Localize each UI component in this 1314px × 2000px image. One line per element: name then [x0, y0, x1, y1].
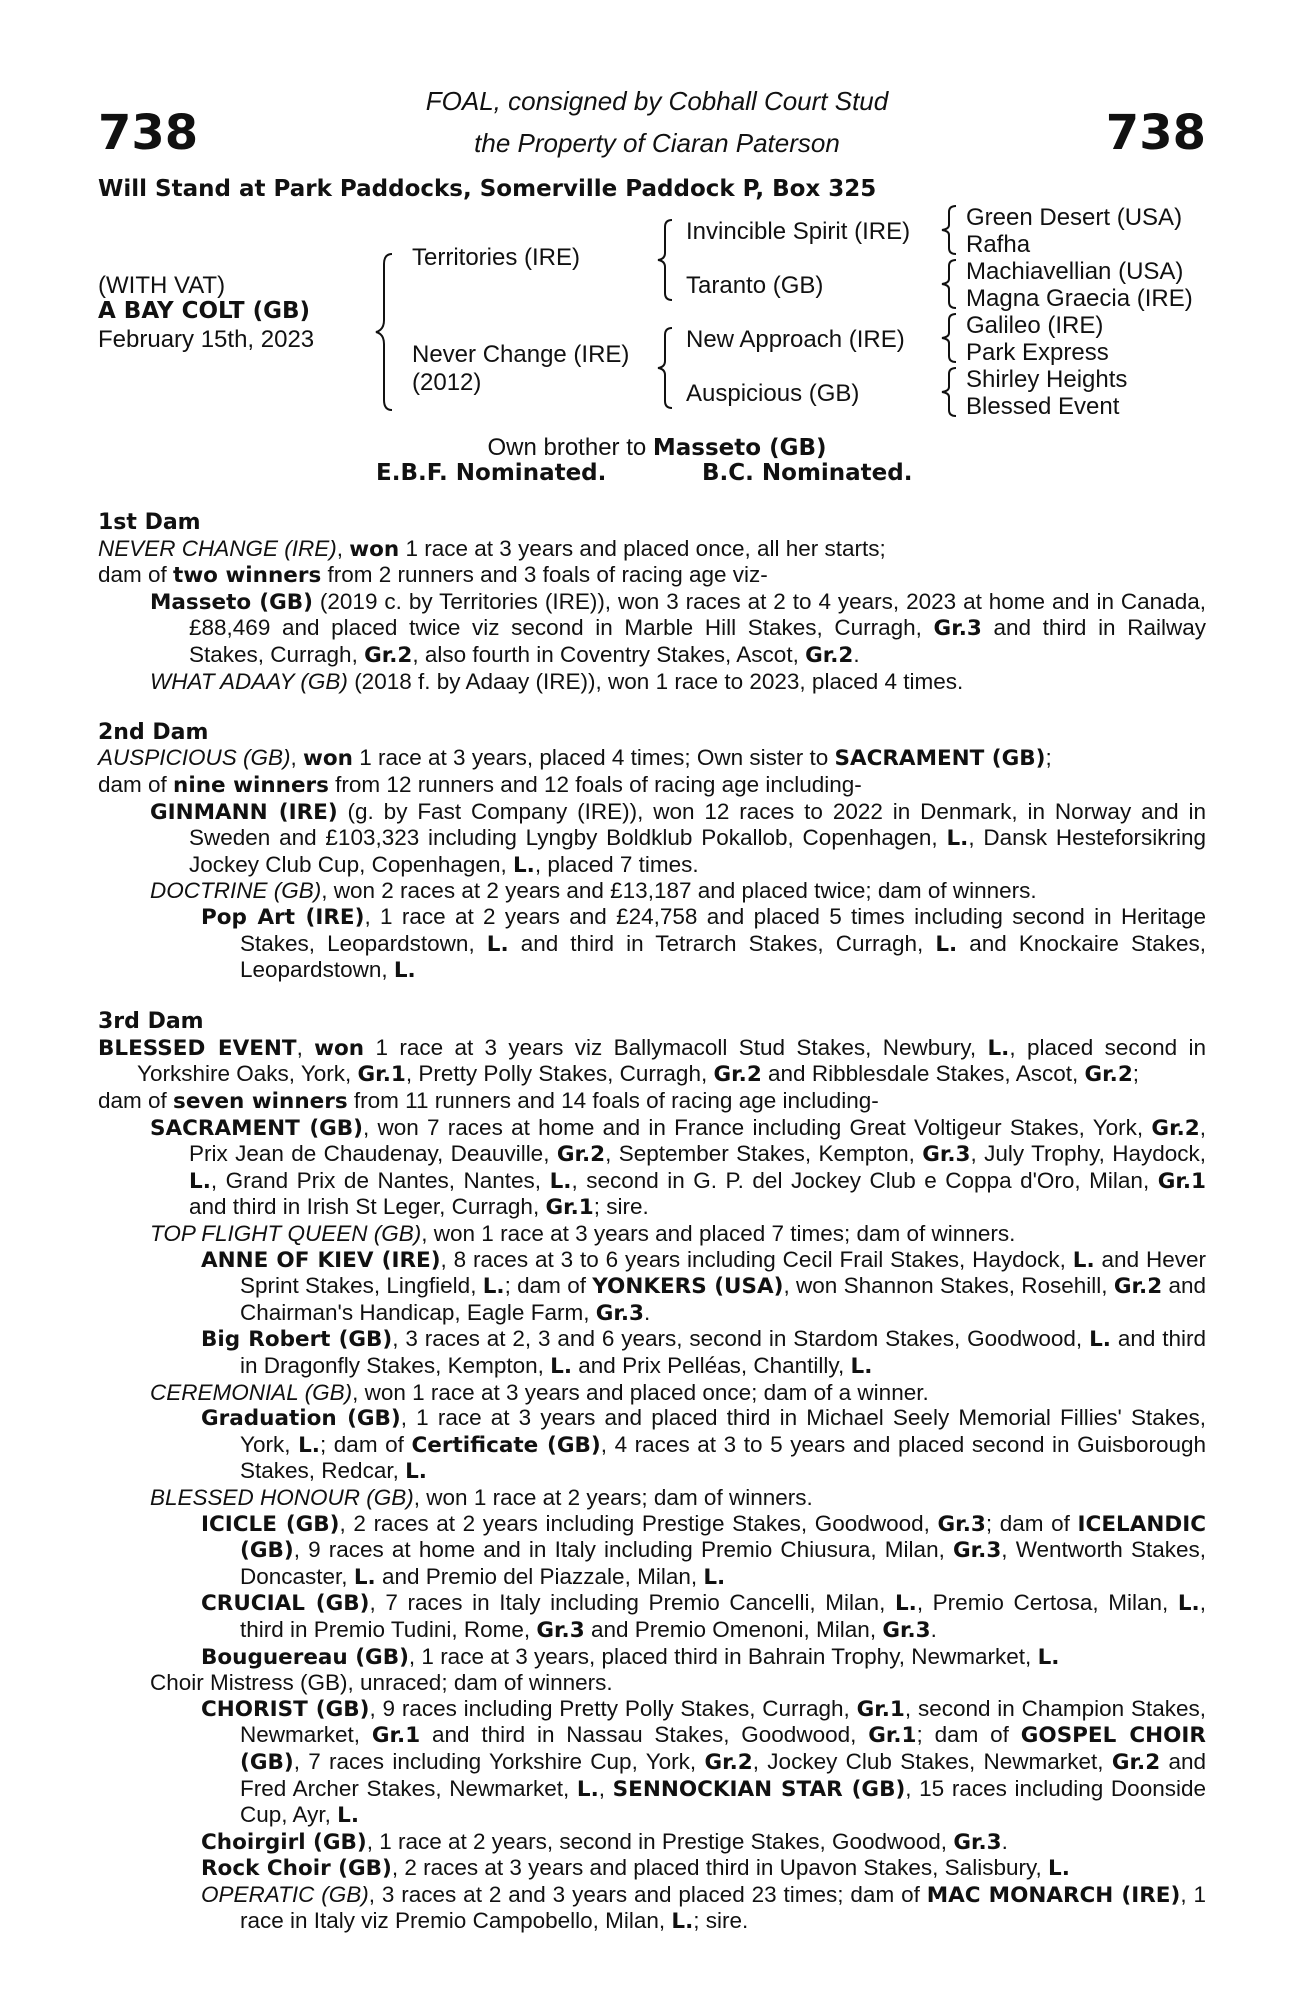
- text-run: , 9 races at home and in Italy including Premio Chiusura, Milan,: [293, 1537, 953, 1563]
- bold-run: won: [314, 1035, 365, 1061]
- bold-run: L.: [894, 1591, 917, 1617]
- text-run: ;: [1132, 1061, 1140, 1087]
- bold-run: Gr.3: [922, 1142, 971, 1168]
- dam-dam: Auspicious (GB): [686, 380, 860, 407]
- text-run: , 1 race at 3 years and placed third in Michael Seely Memorial Fillies' Stakes, York,: [240, 1405, 1207, 1457]
- pedigree-entry: [98, 1380, 1206, 1406]
- text-run: (2019 c. by Territories (IRE)), won 3 races at 2 to 4 years, 2023 at home and in Canada, £88,469 and placed twice viz second in Marble Hill Stakes, Curragh,: [189, 588, 1206, 641]
- text-run: , Pretty Polly Stakes, Curragh,: [405, 1061, 714, 1087]
- bold-run: Gr.1: [357, 1062, 406, 1088]
- bold-run: Gr.2: [1084, 1062, 1133, 1088]
- dam-sire: New Approach (IRE): [686, 326, 905, 353]
- text-run: , 7 races in Italy including Premio Cancelli, Milan,: [369, 1590, 895, 1616]
- text-run: , Jockey Club Stakes, Newmarket,: [752, 1748, 1112, 1774]
- ancestor-4: Magna Graecia (IRE): [966, 285, 1193, 312]
- pedigree-entry: [98, 772, 1206, 799]
- bold-run: GINMANN (IRE): [150, 799, 338, 825]
- bold-run: L.: [393, 958, 416, 984]
- text-run: dam of: [98, 1088, 174, 1114]
- bc-nomination: B.C. Nominated.: [702, 460, 913, 486]
- stand-location: Will Stand at Park Paddocks, Somerville Paddock P, Box 325: [98, 176, 877, 202]
- text-run: , third in Premio Tudini, Rome,: [240, 1590, 1206, 1642]
- bold-run: won: [349, 536, 400, 562]
- text-run: , won 1 race at 3 years and placed once; dam of a winner.: [352, 1379, 929, 1405]
- bold-run: Gr.3: [882, 1617, 931, 1643]
- bold-run: Gr.3: [595, 1300, 645, 1326]
- bold-run: Gr.2: [1111, 1749, 1161, 1775]
- bold-run: L.: [1037, 1644, 1060, 1670]
- pedigree-entry: [98, 799, 1206, 879]
- text-run: .: [644, 1299, 651, 1325]
- text-run: .: [1001, 1828, 1008, 1854]
- sire-name: Territories (IRE): [412, 244, 581, 271]
- bold-run: Graduation (GB): [201, 1406, 401, 1432]
- text-run: , Grand Prix de Nantes, Nantes,: [210, 1167, 550, 1193]
- text-run: , also fourth in Coventry Stakes, Ascot,: [412, 641, 806, 667]
- bold-run: Gr.2: [805, 642, 854, 668]
- bold-run: CHORIST (GB): [201, 1696, 370, 1722]
- section-gap: [98, 694, 1206, 720]
- text-run: ,: [598, 1775, 613, 1801]
- text-run: , 2 races at 2 years including Prestige Stakes, Goodwood,: [339, 1510, 938, 1536]
- ancestor-7: Shirley Heights: [966, 366, 1128, 393]
- lot-number-left: 738: [98, 105, 199, 161]
- text-run: and Knockaire Stakes, Leopardstown,: [240, 930, 1207, 983]
- bold-run: ANNE OF KIEV (IRE): [201, 1247, 441, 1273]
- bold-run: Gr.2: [556, 1142, 606, 1168]
- text-run: , Dansk Hesteforsikring Jockey Club Cup, Copenhagen,: [189, 825, 1206, 877]
- bold-run: Gr.2: [1151, 1115, 1200, 1141]
- text-run: 1 race at 3 years and placed once, all her starts;: [399, 535, 886, 561]
- italic-run: CEREMONIAL (GB): [150, 1379, 353, 1405]
- text-run: , 1 race at 2 years, second in Prestige Stakes, Goodwood,: [366, 1828, 954, 1854]
- pedigree-entry: [98, 536, 1206, 563]
- text-run: , Prix Jean de Chaudenay, Deauville,: [189, 1114, 1206, 1167]
- bold-run: L.: [1072, 1247, 1095, 1273]
- bold-run: Gr.1: [545, 1195, 594, 1221]
- text-run: (2018 f. by Adaay (IRE)), won 1 race to 2023, placed 4 times.: [347, 668, 964, 694]
- text-run: ; sire.: [593, 1194, 649, 1220]
- pedigree-entry: [98, 904, 1206, 984]
- pedigree-entry: [98, 1590, 1206, 1643]
- pedigree-entry: [98, 1035, 1206, 1088]
- bold-run: YONKERS (USA): [592, 1274, 784, 1300]
- bold-run: Bouguereau (GB): [201, 1644, 409, 1670]
- bold-run: L.: [850, 1354, 873, 1379]
- bold-run: Masseto (GB): [150, 589, 313, 615]
- text-run: , 1 race in Italy viz Premio Campobello, Milan,: [240, 1881, 1206, 1934]
- bold-run: SACRAMENT (GB): [834, 746, 1046, 772]
- bold-run: Big Robert (GB): [201, 1327, 393, 1353]
- text-run: , 4 races at 3 to 5 years and placed second in Guisborough Stakes, Redcar,: [240, 1431, 1207, 1484]
- text-run: dam of: [98, 771, 174, 797]
- pedigree-entry: [98, 1696, 1206, 1829]
- pedigree-entry: [98, 1882, 1206, 1935]
- text-run: ; dam of: [985, 1510, 1078, 1536]
- bold-run: CRUCIAL (GB): [201, 1591, 370, 1617]
- text-run: .: [853, 641, 860, 667]
- text-run: .: [930, 1616, 937, 1642]
- text-run: , 15 races including Doonside Cup, Ayr,: [240, 1775, 1206, 1828]
- bold-run: L.: [987, 1035, 1010, 1061]
- bold-run: L.: [946, 826, 969, 852]
- text-run: and third in Railway Stakes, Curragh,: [189, 615, 1206, 667]
- bold-run: ICICLE (GB): [201, 1511, 340, 1537]
- section-heading: 3rd Dam: [98, 1009, 204, 1035]
- bold-run: Gr.1: [371, 1723, 421, 1749]
- own-brother-name: Masseto (GB): [652, 435, 827, 461]
- bold-run: Pop Art (IRE): [201, 904, 365, 930]
- text-run: and Ribblesdale Stakes, Ascot,: [761, 1061, 1085, 1087]
- bold-run: Rock Choir (GB): [201, 1856, 392, 1882]
- text-run: , placed 7 times.: [534, 851, 699, 877]
- dam-name: Never Change (IRE): [412, 341, 630, 368]
- bold-run: L.: [486, 931, 509, 957]
- bold-run: ICELANDIC (GB): [240, 1511, 1206, 1564]
- bold-run: L.: [298, 1432, 320, 1458]
- horse-name: A BAY COLT (GB): [98, 298, 311, 324]
- text-run: ; dam of: [916, 1722, 1021, 1748]
- text-run: 1 race at 3 years, placed 4 times; Own sister to: [353, 745, 835, 771]
- bold-run: Gr.2: [704, 1749, 753, 1775]
- text-run: ,: [290, 745, 304, 771]
- text-run: and third in Nassau Stakes, Goodwood,: [420, 1722, 869, 1748]
- bold-run: Gr.1: [868, 1723, 917, 1749]
- bold-run: L.: [353, 1564, 376, 1590]
- text-run: , won 2 races at 2 years and £13,187 and placed twice; dam of winners.: [321, 878, 1037, 904]
- text-run: , won Shannon Stakes, Rosehill,: [783, 1273, 1114, 1299]
- italic-run: AUSPICIOUS (GB): [98, 745, 291, 771]
- text-run: , 1 race at 2 years and £24,758 and placed 5 times including second in Heritage Stakes, Leopardstown,: [240, 903, 1206, 956]
- bold-run: two winners: [173, 563, 322, 589]
- pedigree-entry: [98, 878, 1206, 904]
- pedigree-entry: [98, 1511, 1206, 1591]
- bold-run: L.: [671, 1909, 694, 1935]
- text-run: from 11 runners and 14 foals of racing age including-: [347, 1088, 879, 1114]
- text-run: ; sire.: [693, 1908, 749, 1934]
- pedigree-entry: [98, 1088, 1206, 1115]
- text-run: , won 7 races at home and in France including Great Voltigeur Stakes, York,: [363, 1114, 1152, 1140]
- text-run: and Fred Archer Stakes, Newmarket,: [240, 1748, 1206, 1801]
- bold-run: L.: [1089, 1327, 1111, 1353]
- pedigree-entry: [98, 1326, 1206, 1379]
- sire-sire: Invincible Spirit (IRE): [686, 218, 911, 245]
- property-line: the Property of Ciaran Paterson: [474, 128, 840, 158]
- text-run: 1 race at 3 years viz Ballymacoll Stud Stakes, Newbury,: [364, 1034, 988, 1060]
- bold-run: L.: [549, 1168, 572, 1194]
- bold-run: L.: [1048, 1856, 1070, 1882]
- pedigree-entry: [98, 1644, 1206, 1671]
- pedigree-brace-g4: [936, 366, 962, 418]
- ancestor-6: Park Express: [966, 339, 1109, 366]
- bold-run: L.: [576, 1776, 599, 1802]
- text-run: and third in Dragonfly Stakes, Kempton,: [240, 1326, 1207, 1378]
- text-run: , 9 races including Pretty Polly Stakes, Curragh,: [369, 1695, 857, 1721]
- pedigree-notes: [98, 510, 1206, 1935]
- bold-run: MAC MONARCH (IRE): [926, 1882, 1181, 1908]
- bold-run: Gr.3: [536, 1617, 585, 1643]
- italic-run: OPERATIC (GB): [201, 1881, 369, 1907]
- bold-run: L.: [189, 1168, 211, 1194]
- pedigree-entry: [98, 1115, 1206, 1221]
- pedigree-entry: [98, 745, 1206, 772]
- dam-year: (2012): [412, 369, 482, 396]
- text-run: Choir Mistress (GB), unraced; dam of winners.: [150, 1670, 613, 1696]
- pedigree-entry: [98, 1247, 1206, 1327]
- text-run: and third in Tetrarch Stakes, Curragh,: [508, 930, 936, 956]
- text-run: (g. by Fast Company (IRE)), won 12 races to 2022 in Denmark, in Norway and in Sweden and £103,323 including Lyngby Boldklub Pokallob, Copenhagen,: [189, 798, 1206, 851]
- pedigree-brace-g2: [936, 258, 962, 310]
- italic-run: NEVER CHANGE (IRE): [98, 535, 337, 561]
- text-run: , won 1 race at 3 years and placed 7 times; dam of winners.: [421, 1221, 1016, 1247]
- ancestor-5: Galileo (IRE): [966, 312, 1104, 339]
- text-run: , 2 races at 3 years and placed third in Upavon Stakes, Salisbury,: [391, 1855, 1049, 1881]
- pedigree-brace-large: [370, 252, 400, 412]
- bold-run: won: [303, 746, 353, 772]
- sire-dam: Taranto (GB): [686, 272, 824, 299]
- bold-run: Gr.3: [953, 1829, 1002, 1855]
- text-run: , second in G. P. del Jockey Club e Coppa d'Oro, Milan,: [571, 1167, 1158, 1193]
- text-run: , 3 races at 2 and 3 years and placed 23 times; dam of: [368, 1881, 927, 1907]
- text-run: , won 1 race at 2 years; dam of winners.: [413, 1484, 813, 1510]
- text-run: and Hever Sprint Stakes, Lingfield,: [240, 1246, 1206, 1299]
- pedigree-entry: [98, 1485, 1206, 1511]
- pedigree-entry: [98, 669, 1206, 695]
- consignment-line: FOAL, consigned by Cobhall Court Stud: [425, 86, 889, 116]
- text-run: , 8 races at 3 to 6 years including Cecil Frail Stakes, Haydock,: [440, 1246, 1073, 1272]
- text-run: , Wentworth Stakes, Doncaster,: [240, 1537, 1207, 1589]
- bold-run: Gr.3: [952, 1538, 1002, 1564]
- text-run: , second in Champion Stakes, Newmarket,: [240, 1695, 1206, 1748]
- own-brother-line: [0, 434, 1314, 462]
- italic-run: WHAT ADAAY (GB): [150, 668, 348, 694]
- own-brother-prefix: Own brother to: [487, 434, 647, 461]
- ancestor-8: Blessed Event: [966, 393, 1120, 420]
- text-run: , 1 race at 3 years, placed third in Bahrain Trophy, Newmarket,: [408, 1643, 1038, 1669]
- italic-run: TOP FLIGHT QUEEN (GB): [150, 1221, 422, 1247]
- pedigree-brace-sire: [652, 218, 678, 302]
- pedigree-entry: [98, 1829, 1206, 1856]
- bold-run: SACRAMENT (GB): [150, 1115, 364, 1141]
- text-run: and third in Irish St Leger, Curragh,: [189, 1194, 546, 1220]
- foaling-date: February 15th, 2023: [98, 326, 315, 353]
- pedigree-entry: [98, 1670, 1206, 1696]
- pedigree-entry: [98, 1405, 1206, 1485]
- bold-run: Certificate (GB): [411, 1432, 601, 1458]
- ancestor-1: Green Desert (USA): [966, 204, 1183, 231]
- bold-run: Gr.3: [937, 1511, 986, 1537]
- bold-run: nine winners: [173, 772, 329, 798]
- bold-run: Gr.1: [1157, 1168, 1207, 1194]
- bold-run: Gr.1: [856, 1696, 905, 1722]
- pedigree-entry: [98, 562, 1206, 589]
- pedigree-brace-dam: [652, 326, 678, 410]
- bold-run: SENNOCKIAN STAR (GB): [612, 1776, 906, 1802]
- bold-run: Gr.2: [1113, 1274, 1163, 1300]
- bold-run: L.: [703, 1564, 726, 1590]
- vat-note: (WITH VAT): [98, 272, 226, 299]
- ancestor-2: Rafha: [966, 231, 1031, 258]
- text-run: and Chairman's Handicap, Eagle Farm,: [240, 1273, 1206, 1325]
- text-run: , July Trophy, Haydock,: [970, 1141, 1206, 1167]
- bold-run: L.: [482, 1274, 505, 1300]
- pedigree-entry: [98, 589, 1206, 669]
- ebf-nomination: E.B.F. Nominated.: [376, 460, 607, 486]
- pedigree-brace-g3: [936, 312, 962, 364]
- text-run: from 2 runners and 3 foals of racing age viz-: [321, 562, 768, 588]
- pedigree-entry: [98, 1221, 1206, 1247]
- bold-run: L.: [337, 1803, 360, 1829]
- text-run: ,: [336, 535, 350, 561]
- bold-run: L.: [550, 1354, 573, 1379]
- text-run: , September Stakes, Kempton,: [605, 1141, 923, 1167]
- section-heading: 2nd Dam: [98, 719, 209, 745]
- text-run: ,: [296, 1034, 315, 1060]
- text-run: and Prix Pelléas, Chantilly,: [572, 1353, 851, 1378]
- text-run: and Premio del Piazzale, Milan,: [375, 1563, 704, 1589]
- bold-run: L.: [512, 852, 535, 878]
- bold-run: seven winners: [173, 1089, 348, 1115]
- bold-run: BLESSED EVENT: [98, 1035, 297, 1061]
- ancestor-3: Machiavellian (USA): [966, 258, 1184, 285]
- bold-run: Gr.2: [364, 642, 413, 668]
- text-run: , 7 races including Yorkshire Cup, York,: [293, 1748, 705, 1774]
- bold-run: Choirgirl (GB): [201, 1829, 367, 1855]
- pedigree-brace-g1: [936, 204, 962, 256]
- bold-run: Gr.3: [933, 616, 982, 642]
- lot-number-right: 738: [1105, 105, 1206, 161]
- text-run: , Premio Certosa, Milan,: [916, 1590, 1178, 1616]
- bold-run: Gr.2: [713, 1062, 762, 1088]
- text-run: ;: [1045, 745, 1052, 771]
- italic-run: BLESSED HONOUR (GB): [150, 1484, 414, 1510]
- bold-run: L.: [935, 931, 958, 957]
- text-run: ; dam of: [319, 1431, 412, 1457]
- bold-run: L.: [405, 1459, 427, 1485]
- section-heading: 1st Dam: [98, 510, 201, 535]
- text-run: ; dam of: [504, 1273, 593, 1299]
- bold-run: L.: [1177, 1591, 1200, 1617]
- bold-run: GOSPEL CHOIR (GB): [240, 1723, 1206, 1775]
- text-run: , placed second in Yorkshire Oaks, York,: [137, 1034, 1206, 1087]
- pedigree-entry: [98, 1855, 1206, 1882]
- text-run: from 12 runners and 12 foals of racing age including-: [328, 771, 862, 797]
- text-run: and Premio Omenoni, Milan,: [584, 1616, 883, 1642]
- text-run: , 3 races at 2, 3 and 6 years, second in Stardom Stakes, Goodwood,: [392, 1326, 1090, 1352]
- italic-run: DOCTRINE (GB): [150, 878, 322, 904]
- section-gap: [98, 984, 1206, 1010]
- text-run: dam of: [98, 562, 174, 588]
